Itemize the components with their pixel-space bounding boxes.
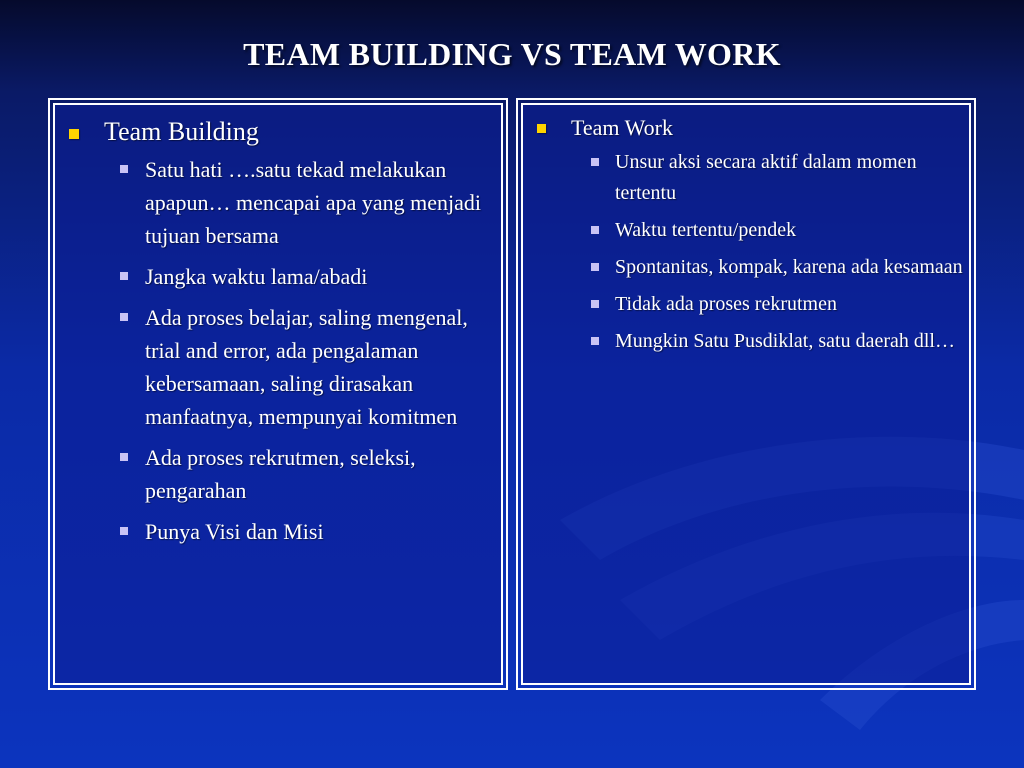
team-building-panel-inner bbox=[53, 103, 503, 685]
lavender-square-icon bbox=[120, 453, 128, 461]
list-item bbox=[145, 515, 495, 548]
lavender-square-icon bbox=[591, 263, 599, 271]
team-work-heading bbox=[523, 105, 969, 143]
team-building-heading bbox=[55, 105, 501, 149]
list-item bbox=[145, 260, 495, 293]
list-item bbox=[145, 301, 495, 433]
list-item-text: Unsur aksi secara aktif dalam momen tertentu bbox=[615, 151, 917, 204]
list-item bbox=[615, 147, 963, 209]
list-item bbox=[615, 326, 963, 357]
team-work-list bbox=[523, 143, 969, 357]
lavender-square-icon bbox=[591, 300, 599, 308]
lavender-square-icon bbox=[120, 313, 128, 321]
lavender-square-icon bbox=[120, 272, 128, 280]
team-work-panel bbox=[516, 98, 976, 690]
team-building-list bbox=[55, 149, 501, 548]
list-item bbox=[615, 252, 963, 283]
list-item-text: Waktu tertentu/pendek bbox=[615, 219, 797, 241]
list-item bbox=[145, 153, 495, 252]
lavender-square-icon bbox=[591, 337, 599, 345]
lavender-square-icon bbox=[120, 527, 128, 535]
list-item-text: Satu hati ….satu tekad melakukan apapun… mencapai apa yang menjadi tujuan bersama bbox=[145, 157, 481, 248]
team-building-heading-text: Team Building bbox=[104, 117, 259, 146]
list-item-text: Tidak ada proses rekrutmen bbox=[615, 293, 837, 315]
lavender-square-icon bbox=[120, 165, 128, 173]
lavender-square-icon bbox=[591, 226, 599, 234]
list-item-text: Jangka waktu lama/abadi bbox=[145, 264, 368, 289]
slide-title: TEAM BUILDING VS TEAM WORK bbox=[243, 36, 781, 72]
team-work-heading-text: Team Work bbox=[571, 115, 673, 140]
list-item-text: Ada proses rekrutmen, seleksi, pengarahan bbox=[145, 445, 416, 503]
team-building-panel bbox=[48, 98, 508, 690]
list-item-text: Punya Visi dan Misi bbox=[145, 519, 324, 544]
list-item bbox=[615, 215, 963, 246]
yellow-square-icon bbox=[537, 124, 546, 133]
list-item bbox=[145, 441, 495, 507]
list-item-text: Mungkin Satu Pusdiklat, satu daerah dll… bbox=[615, 330, 955, 352]
list-item-text: Ada proses belajar, saling mengenal, trial and error, ada pengalaman kebersamaan, saling dirasakan manfaatnya, mempunyai komitmen bbox=[145, 305, 468, 429]
yellow-square-icon bbox=[69, 129, 79, 139]
lavender-square-icon bbox=[591, 158, 599, 166]
list-item-text: Spontanitas, kompak, karena ada kesamaan bbox=[615, 256, 963, 278]
list-item bbox=[615, 289, 963, 320]
team-work-panel-inner bbox=[521, 103, 971, 685]
